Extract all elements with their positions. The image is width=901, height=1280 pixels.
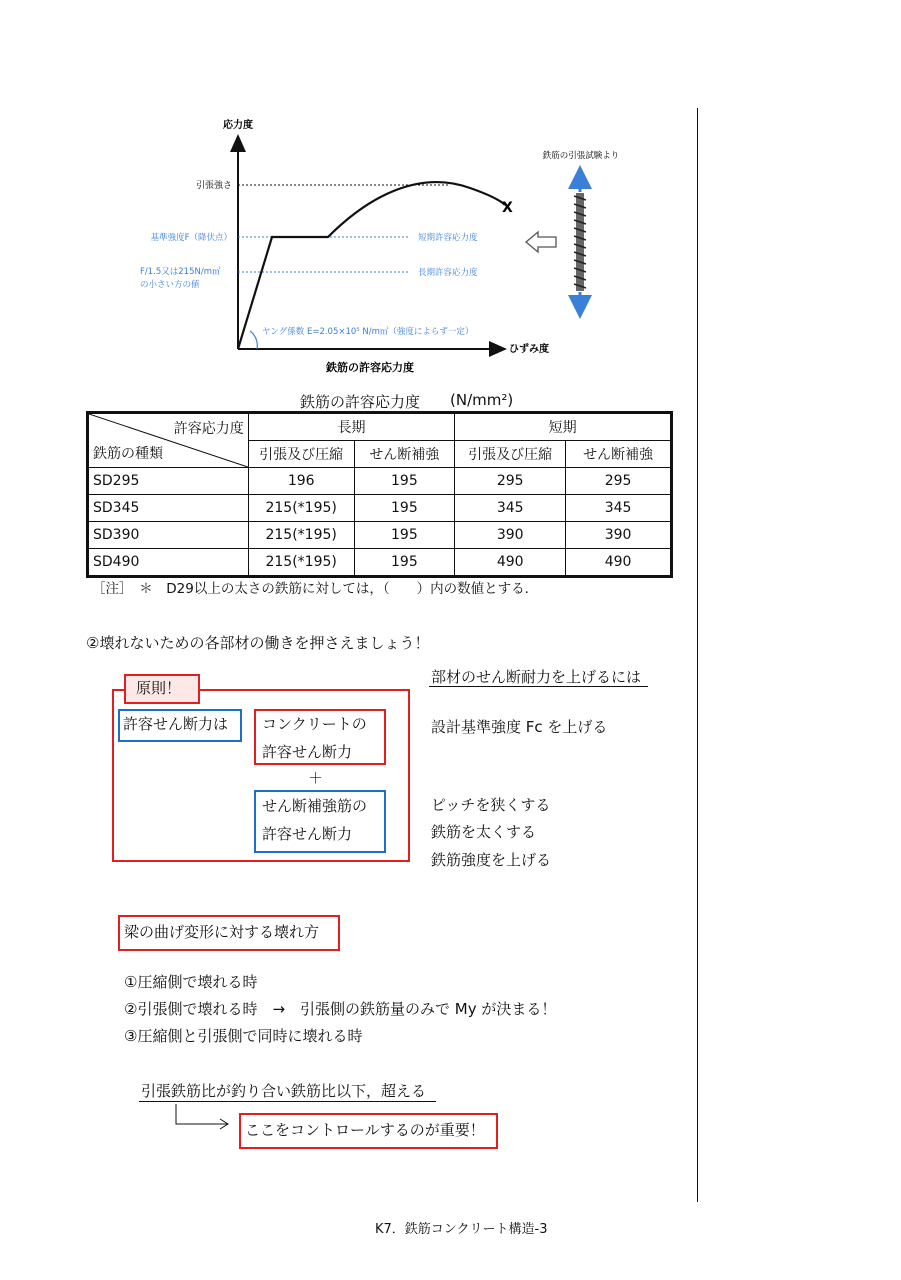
control-text: ここをコントロールするのが重要！ xyxy=(245,1121,485,1139)
x-axis-label: ひずみ度 xyxy=(509,344,549,355)
table-unit: (N/mm²) xyxy=(450,391,514,409)
rebar-line2: 許容せん断力 xyxy=(262,825,353,843)
tensile-strength-label: 引張強さ xyxy=(195,181,232,191)
sub-header: せん断補強 xyxy=(566,441,672,468)
ratio-text: 引張鉄筋比が釣り合い鉄筋比以下，超える xyxy=(141,1082,427,1100)
table-row: SD295 196 195 295 295 xyxy=(88,468,672,495)
right-item-1: 設計基準強度 Fc を上げる xyxy=(431,718,608,736)
table-row: SD345 215(*195) 195 345 345 xyxy=(88,495,672,522)
diag-bottom: 鉄筋の種類 xyxy=(93,446,163,462)
sub-header: せん断補強 xyxy=(354,441,455,468)
table-row: SD390 215(*195) 195 390 390 xyxy=(88,522,672,549)
long-term-header: 長期 xyxy=(248,413,454,441)
failure-item-1: ①圧縮側で壊れる時 xyxy=(124,973,258,991)
stress-strain-diagram xyxy=(120,112,680,380)
concrete-line2: 許容せん断力 xyxy=(262,743,353,761)
diag-top: 許容応力度 xyxy=(173,421,244,437)
failure-item-2: ②引張側で壊れる時 → 引張側の鉄筋量のみで My が決まる！ xyxy=(124,1000,557,1018)
table-note: ［注］ ＊ D29以上の太さの鉄筋に対しては，（ ）内の数値とする. xyxy=(92,581,529,597)
yield-label: 基準強度F（降伏点） xyxy=(150,233,232,243)
principle-label: 原則！ xyxy=(136,679,182,697)
angle-arc xyxy=(250,331,257,349)
right-item-3: 鉄筋を太くする xyxy=(431,823,537,841)
right-heading-underline xyxy=(429,686,648,687)
diagonal-header-cell xyxy=(88,413,249,468)
plus-sign: ＋ xyxy=(308,769,324,787)
fracture-mark: X xyxy=(502,200,513,216)
stress-strain-curve xyxy=(238,182,505,349)
ratio-underline xyxy=(139,1101,436,1102)
section2-heading: ②壊れないための各部材の働きを押さえましょう！ xyxy=(86,634,430,652)
test-label: 鉄筋の引張試験より xyxy=(542,151,620,161)
concrete-line1: コンクリートの xyxy=(262,715,367,733)
margin-rule xyxy=(697,108,698,1202)
failure-item-3: ③圧縮側と引張側で同時に壊れる時 xyxy=(124,1027,363,1045)
rebar-line1: せん断補強筋の xyxy=(262,797,368,815)
sub-header: 引張及び圧縮 xyxy=(248,441,354,468)
long-term-note-1: F/1.5又は215N/m㎡ xyxy=(140,267,221,277)
hollow-arrow-icon xyxy=(526,232,556,252)
long-term-label: 長期許容応力度 xyxy=(418,268,478,278)
section3-title: 梁の曲げ変形に対する壊れ方 xyxy=(124,923,320,941)
allowable-shear-text: 許容せん断力は xyxy=(123,715,229,733)
diagram-caption: 鉄筋の許容応力度 xyxy=(326,361,414,374)
table-row: SD490 215(*195) 195 490 490 xyxy=(88,549,672,577)
y-axis-label: 応力度 xyxy=(223,120,253,131)
page-footer: K7．鉄筋コンクリート構造-3 xyxy=(375,1222,548,1237)
elbow-arrow-icon xyxy=(170,1104,236,1130)
short-term-label: 短期許容応力度 xyxy=(418,233,478,243)
table-title: 鉄筋の許容応力度 xyxy=(300,393,421,411)
right-item-2: ピッチを狭くする xyxy=(431,796,551,814)
rebar-icon xyxy=(574,193,586,291)
long-term-note-2: の小さい方の値 xyxy=(140,280,200,290)
right-heading: 部材のせん断耐力を上げるには xyxy=(431,668,642,686)
allowable-stress-table xyxy=(86,411,673,578)
short-term-header: 短期 xyxy=(455,413,672,441)
sub-header: 引張及び圧縮 xyxy=(455,441,566,468)
right-item-4: 鉄筋強度を上げる xyxy=(431,851,552,869)
young-modulus-label: ヤング係数 E=2.05×10⁵ N/m㎡（強度によらず一定） xyxy=(262,327,474,337)
